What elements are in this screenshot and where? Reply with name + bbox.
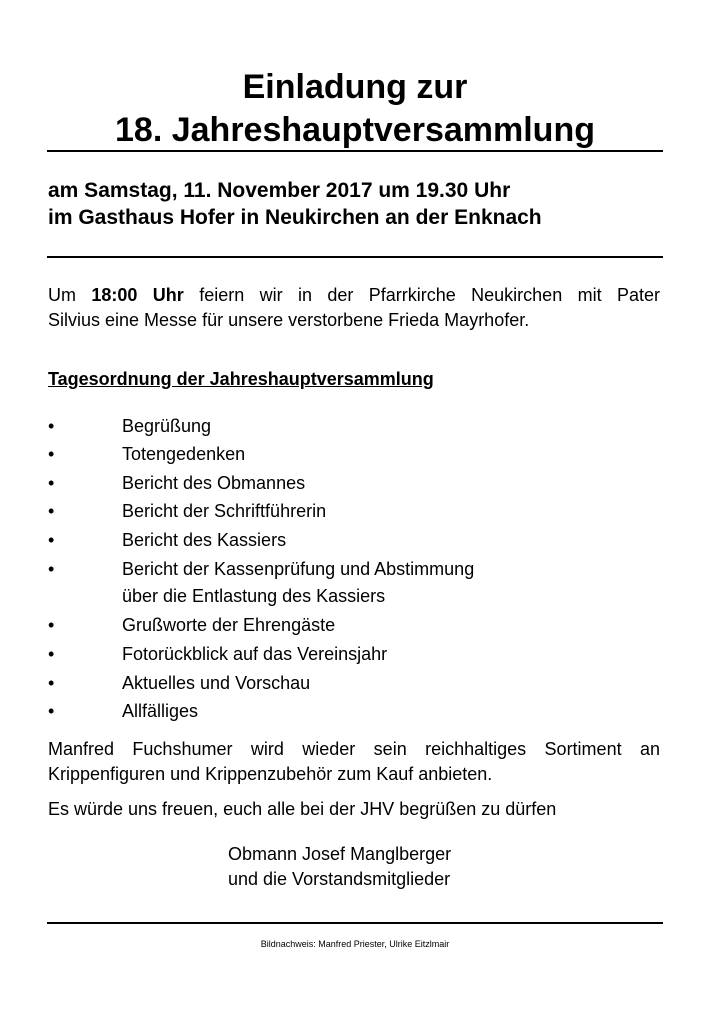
agenda-item-text: Bericht des Kassiers — [122, 530, 287, 550]
bullet-icon: • — [48, 644, 55, 664]
agenda-heading: Tagesordnung der Jahreshauptversammlung — [48, 369, 434, 389]
signature-line-2: und die Vorstandsmitglieder — [228, 869, 451, 889]
agenda-item-text: Bericht der Kassenprüfung und Abstimmung — [122, 559, 475, 579]
bullet-icon: • — [48, 615, 55, 635]
agenda-item-text: Allfälliges — [122, 701, 199, 721]
agenda-item-text: Grußworte der Ehrengäste — [122, 615, 336, 635]
event-date: am Samstag, 11. November 2017 um 19.30 Uhr — [48, 179, 511, 202]
bullet-icon: • — [48, 501, 55, 521]
intro-time: 18:00 Uhr — [91, 285, 184, 305]
agenda-item-text: Bericht der Schriftführerin — [122, 501, 327, 521]
bullet-icon: • — [48, 416, 55, 436]
divider-bottom — [47, 922, 663, 924]
sortiment-paragraph — [48, 737, 660, 787]
sortiment-line-1: Manfred Fuchshumer wird wieder sein reichhaltiges Sortiment an — [48, 739, 660, 759]
title-line-1: Einladung zur — [242, 68, 468, 106]
agenda-item-text: Aktuelles und Vorschau — [122, 673, 311, 693]
divider-top — [47, 150, 663, 152]
agenda-item-continuation-text: über die Entlastung des Kassiers — [122, 586, 386, 606]
closing-sentence: Es würde uns freuen, euch alle bei der JHV begrüßen zu dürfen — [48, 799, 557, 819]
intro-paragraph — [48, 283, 660, 333]
intro-line-1-rest: feiern wir in der Pfarrkirche Neukirchen mit Pater — [199, 285, 660, 305]
agenda-item-text: Fotorückblick auf das Vereinsjahr — [122, 644, 388, 664]
bullet-icon: • — [48, 530, 55, 550]
image-credit: Bildnachweis: Manfred Priester, Ulrike Eitzlmair — [260, 939, 450, 949]
intro-line-2: Silvius eine Messe für unsere verstorbene Frieda Mayrhofer. — [48, 310, 530, 330]
bullet-icon: • — [48, 701, 55, 721]
bullet-icon: • — [48, 559, 55, 579]
divider-middle — [47, 256, 663, 258]
bullet-icon: • — [48, 444, 55, 464]
agenda-item-text: Bericht des Obmannes — [122, 473, 306, 493]
intro-prefix: Um — [48, 285, 76, 305]
intro-line-1 — [48, 283, 660, 308]
title-line-2: 18. Jahreshauptversammlung — [115, 111, 595, 149]
agenda-item-text: Begrüßung — [122, 416, 212, 436]
bullet-icon: • — [48, 473, 55, 493]
event-location: im Gasthaus Hofer in Neukirchen an der Enknach — [48, 206, 542, 229]
agenda-item-text: Totengedenken — [122, 444, 246, 464]
signature-line-1: Obmann Josef Manglberger — [228, 844, 452, 864]
sortiment-line-2: Krippenfiguren und Krippenzubehör zum Kauf anbieten. — [48, 764, 493, 784]
bullet-icon: • — [48, 673, 55, 693]
